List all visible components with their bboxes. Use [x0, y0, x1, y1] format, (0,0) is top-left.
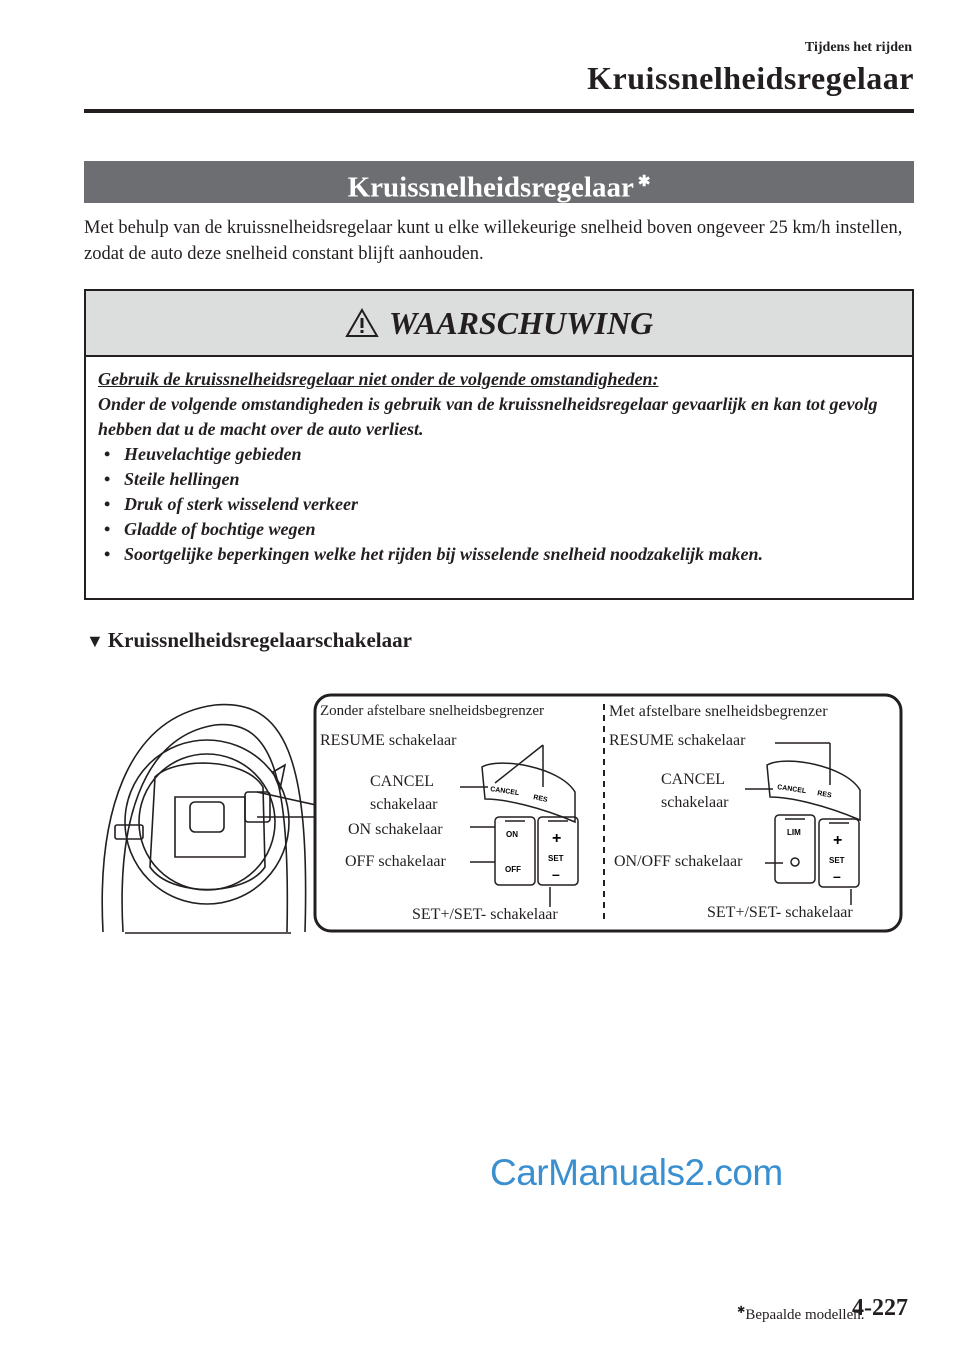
bullet-icon: • [104, 544, 111, 564]
right-panel-title: Met afstelbare snelheidsbegrenzer [609, 703, 828, 720]
triangle-marker-icon: ▼ [86, 631, 104, 651]
warning-triangle-icon [345, 308, 379, 338]
running-header-title: Kruissnelheidsregelaar [587, 60, 914, 96]
warning-list [98, 442, 898, 567]
warning-body [98, 367, 898, 567]
cancel-label-right: CANCEL [661, 771, 725, 788]
cruise-icon [791, 858, 799, 866]
resume-label-right: RESUME schakelaar [609, 732, 746, 749]
page-number: 4-227 [852, 1295, 908, 1321]
warning-item: • Druk of sterk wisselend verkeer [98, 492, 898, 517]
footnote: ✱Bepaalde modellen. [737, 1305, 865, 1323]
bullet-icon: • [104, 444, 111, 464]
bullet-icon: • [104, 469, 111, 489]
left-panel-title: Zonder afstelbare snelheidsbegrenzer [320, 703, 545, 719]
cancel-label-right-2: schakelaar [661, 794, 729, 811]
warning-item: • Gladde of bochtige wegen [98, 517, 898, 542]
section-banner [84, 161, 914, 203]
left-switch-drawing [460, 737, 600, 907]
on-btn-text: ON [506, 830, 518, 839]
cancel-btn-text-left: CANCEL [489, 786, 520, 798]
model-mark-icon: ✱ [637, 174, 651, 190]
set-label-left: SET+/SET- schakelaar [412, 906, 558, 923]
warning-item: • Heuvelachtige gebieden [98, 442, 898, 467]
bullet-icon: • [104, 494, 111, 514]
set-btn-text-right: SET [829, 856, 845, 865]
lim-btn-text: LIM [787, 828, 801, 837]
warning-item: • Soortgelijke beperkingen welke het rijden bij wisselende snelheid noodzakelijk maken. [98, 542, 898, 567]
cancel-btn-text-right: CANCEL [776, 784, 807, 796]
res-btn-text-left: RES [532, 794, 549, 804]
cancel-label-left: CANCEL [370, 773, 434, 790]
res-btn-text-right: RES [816, 790, 833, 800]
minus-btn-text-left: – [552, 866, 560, 882]
plus-btn-text-left: + [552, 830, 562, 847]
off-btn-text: OFF [505, 865, 521, 874]
warning-lead: Gebruik de kruissnelheidsregelaar niet onder de volgende omstandigheden: [98, 369, 659, 389]
resume-label-left: RESUME schakelaar [320, 732, 457, 749]
set-label-right: SET+/SET- schakelaar [707, 904, 853, 921]
on-switch-label: ON schakelaar [348, 821, 443, 838]
cancel-label-left-2: schakelaar [370, 796, 438, 813]
bullet-icon: • [104, 519, 111, 539]
intro-paragraph: Met behulp van de kruissnelheidsregelaar kunt u elke willekeurige snelheid boven ongeveer 25 km/h instellen, zodat de auto deze snelheid constant blijft aanhouden. [84, 218, 903, 264]
subsection-heading: ▼ Kruissnelheidsregelaarschakelaar [86, 628, 412, 652]
steering-wheel-illustration [95, 697, 325, 937]
watermark: CarManuals2.com [490, 1152, 783, 1193]
onoff-switch-label: ON/OFF schakelaar [614, 853, 743, 870]
warning-header [86, 291, 912, 357]
warning-text: Onder de volgende omstandigheden is gebruik van de kruissnelheidsregelaar gevaarlijk en kan tot gevolg hebben dat u de macht over de auto verliest. [98, 394, 878, 439]
off-switch-label: OFF schakelaar [345, 853, 446, 870]
warning-title: WAARSCHUWING [388, 304, 654, 341]
plus-btn-text-right: + [833, 832, 843, 849]
set-btn-text-left: SET [548, 854, 564, 863]
warning-item: • Steile hellingen [98, 467, 898, 492]
minus-btn-text-right: – [833, 868, 841, 884]
header-rule [84, 109, 914, 113]
warning-box [84, 289, 914, 600]
model-mark-icon: ✱ [737, 1305, 746, 1316]
section-title: Kruissnelheidsregelaar [347, 171, 634, 204]
right-switch-drawing [745, 737, 885, 907]
running-header-section: Tijdens het rijden [804, 40, 912, 55]
